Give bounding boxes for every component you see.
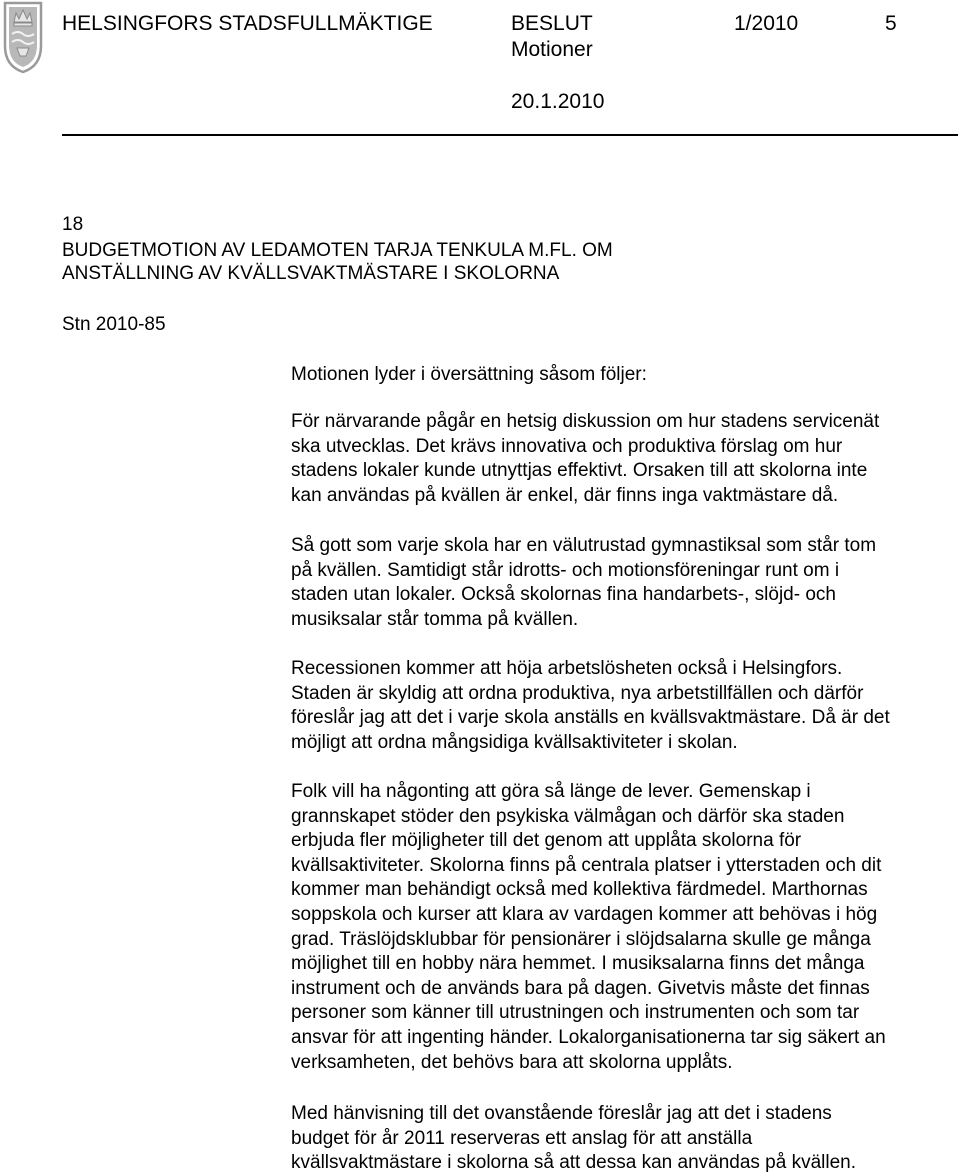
- item-title-line-1: BUDGETMOTION AV LEDAMOTEN TARJA TENKULA M.FL. OM: [62, 240, 613, 261]
- text-line: Recessionen kommer att höja arbetslösheten också i Helsingfors.: [291, 658, 843, 679]
- text-line: Folk vill ha någonting att göra så länge de lever. Gemenskap i: [291, 781, 811, 802]
- organization-name: HELSINGFORS STADSFULLMÄKTIGE: [62, 12, 433, 35]
- text-line: Med hänvisning till det ovanstående föreslår jag att det i stadens: [291, 1103, 832, 1124]
- text-line: erbjuda fler möjligheter till det genom att upplåta skolorna för: [291, 830, 802, 852]
- paragraph-5: [291, 1102, 856, 1176]
- item-title-line-2: ANSTÄLLNING AV KVÄLLSVAKTMÄSTARE I SKOLORNA: [62, 263, 560, 284]
- text-line: kvällsvaktmästare i skolorna så att dessa kan användas på kvällen.: [291, 1152, 857, 1174]
- paragraph-3: [291, 657, 890, 755]
- paragraph-4: [291, 780, 886, 1075]
- text-line: möjligt att ordna mångsidiga kvällsaktiviteter i skolan.: [291, 731, 738, 753]
- document-number: 1/2010: [734, 12, 799, 35]
- text-line: grannskapet stöder den psykiska välmågan och därför ska staden: [291, 805, 845, 827]
- text-line: grad. Träslöjdsklubbar för pensionärer i slöjdsalarna skulle ge många: [291, 928, 871, 950]
- text-line: på kvällen. Samtidigt står idrotts- och motionsföreningar runt om i: [291, 559, 840, 581]
- text-line: instrument och de används bara på dagen. Givetvis måste det finnas: [291, 977, 870, 999]
- text-line: kommer man behändigt också med kollektiva färdmedel. Marthornas: [291, 879, 868, 901]
- text-line: kan användas på kvällen är enkel, där finns inga vaktmästare då.: [291, 484, 839, 506]
- document-type: BESLUT: [511, 12, 593, 35]
- text-line: Så gott som varje skola har en välutrustad gymnastiksal som står tom: [291, 535, 877, 556]
- document-date: 20.1.2010: [511, 90, 605, 113]
- text-line: ska utvecklas. Det krävs innovativa och produktiva förslag om hur: [291, 435, 843, 457]
- text-line: verksamheten, det behövs bara att skolorna upplåts.: [291, 1051, 733, 1073]
- header-divider: [62, 134, 958, 136]
- reference-number: Stn 2010-85: [62, 314, 166, 335]
- paragraph-2: [291, 534, 876, 632]
- paragraph-1: [291, 410, 879, 508]
- text-line: musiksalar står tomma på kvällen.: [291, 608, 579, 630]
- page-number: 5: [885, 12, 897, 35]
- text-line: Staden är skyldig att ordna produktiva, nya arbetstillfällen och därför: [291, 682, 864, 704]
- text-line: personer som känner till utrustningen och instrumenten och som tar: [291, 1002, 860, 1024]
- text-line: stadens lokaler kunde utnyttjas effektivt. Orsaken till att skolorna inte: [291, 460, 868, 482]
- intro-line: Motionen lyder i översättning såsom följer:: [291, 364, 647, 385]
- text-line: föreslår jag att det i varje skola anställs en kvällsvaktmästare. Då är det: [291, 707, 890, 729]
- text-line: ansvar för att ingenting händer. Lokalorganisationerna tar sig säkert an: [291, 1026, 886, 1048]
- item-number: 18: [62, 214, 84, 235]
- text-line: staden utan lokaler. Också skolornas fina handarbets-, slöjd- och: [291, 584, 836, 606]
- text-line: soppskola och kurser att klara av vardagen kommer att behövas i hög: [291, 903, 878, 925]
- text-line: budget för år 2011 reserveras ett anslag för att anställa: [291, 1127, 753, 1149]
- helsinki-crest-icon: [0, 0, 46, 74]
- document-subtitle: Motioner: [511, 38, 593, 61]
- text-line: För närvarande pågår en hetsig diskussion om hur stadens servicenät: [291, 411, 880, 432]
- text-line: kvällsaktiviteter. Skolorna finns på centrala platser i ytterstaden och dit: [291, 854, 882, 876]
- text-line: möjlighet till en hobby nära hemmet. I musiksalarna finns det många: [291, 953, 865, 975]
